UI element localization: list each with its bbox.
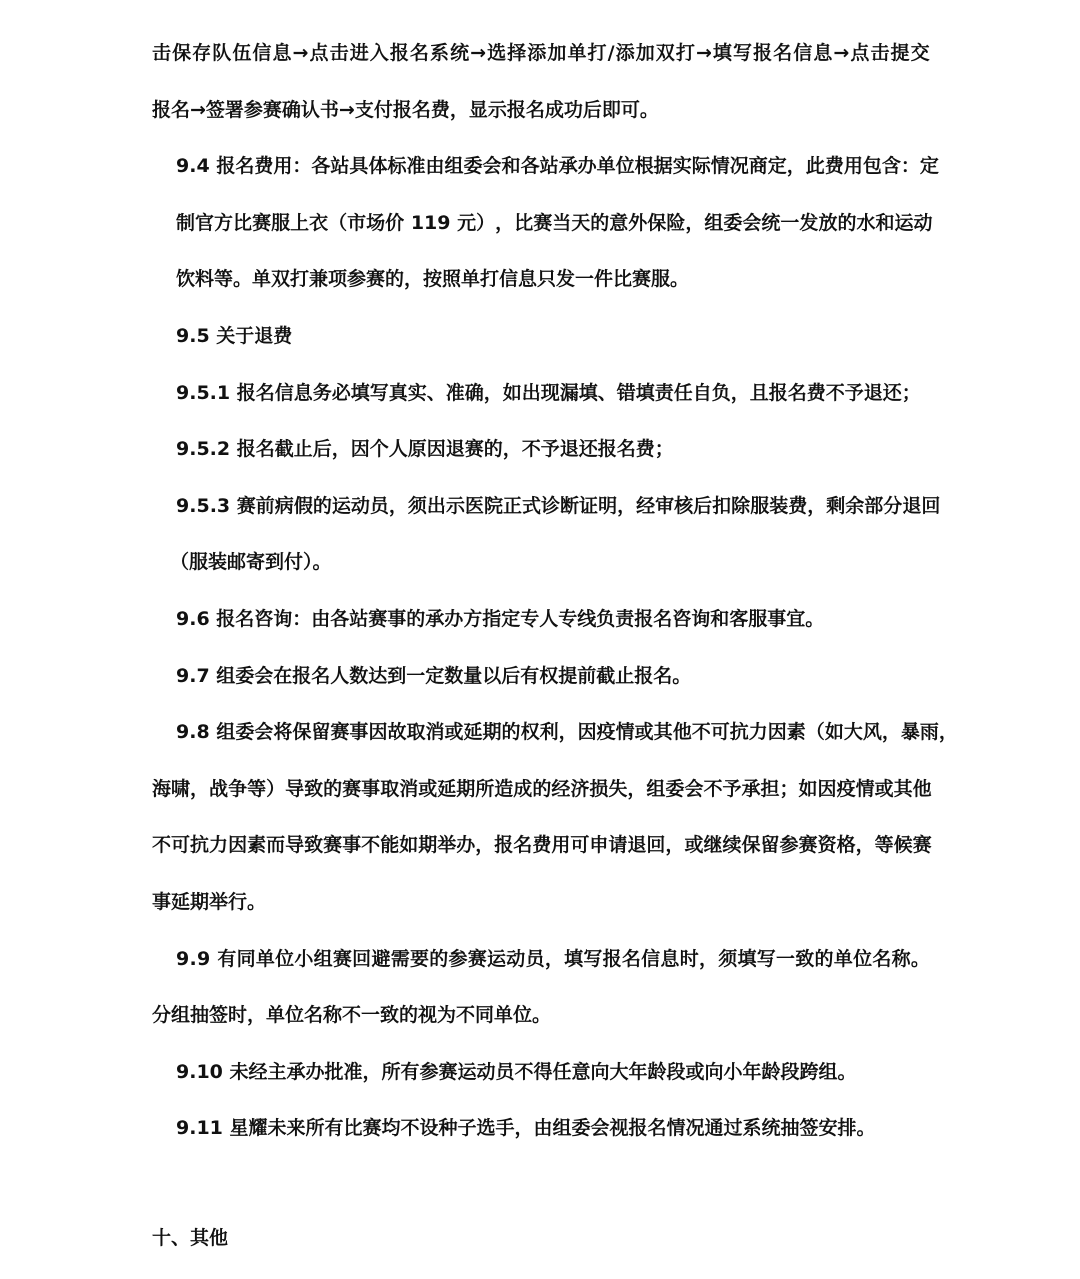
doc-line: 击 保 存 队 伍 信 息 → 点 击 进 入 报 名 系 统 → 选 择 添 加 单 打 / 添 加 双 打 → 填 写 报 名 信 息 → 点 击 提 交 <box>152 42 930 64</box>
doc-line: 9.5.2 报名截止后，因个人原因退赛的，不予退还报名费； <box>176 438 674 461</box>
doc-line: 9.6 报名咨询：由各站赛事的承办方指定专人专线负责报名咨询和客服事宜。 <box>176 607 825 630</box>
doc-line: 9.11 星耀未来所有比赛均不设种子选手，由组委会视报名情况通过系统抽签安排。 <box>176 1117 876 1140</box>
doc-line: 饮料等。单双打兼项参赛的，按照单打信息只发一件比赛服。 <box>176 268 690 291</box>
doc-line: 9.5 关于退费 <box>176 324 293 347</box>
doc-line: 9.10 未经主承办批准，所有参赛运动员不得任意向大年龄段或向小年龄段跨组。 <box>176 1060 857 1083</box>
doc-line: 9 . 8 组 委 会 将 保 留 赛 事 因 故 取 消 或 延 期 的 权 利 ， 因 疫 情 或 其 他 不 可 抗 力 因 素 （ 如 大 风 ， 暴 雨 ， <box>176 721 958 744</box>
doc-line: 海 啸 ， 战 争 等 ） 导 致 的 赛 事 取 消 或 延 期 所 造 成 的 经 济 损 失 ， 组 委 会 不 予 承 担 ； 如 因 疫 情 或 其 他 <box>152 777 932 800</box>
doc-line: 9.5.1 报名信息务必填写真实、准确，如出现漏填、错填责任自负，且报名费不予退还； <box>176 381 921 404</box>
doc-line: 9 . 4 报 名 费 用 ： 各 站 具 体 标 准 由 组 委 会 和 各 站 承 办 单 位 根 据 实 际 情 况 商 定 ， 此 费 用 包 含 ： 定 <box>176 155 939 178</box>
doc-line: 报名→签署参赛确认书→支付报名费，显示报名成功后即可。 <box>152 98 659 121</box>
doc-line: 事延期举行。 <box>152 890 267 913</box>
doc-line: 不 可 抗 力 因 素 而 导 致 赛 事 不 能 如 期 举 办 ， 报 名 费 用 可 申 请 退 回 ， 或 继 续 保 留 参 赛 资 格 ， 等 候 赛 <box>152 834 932 857</box>
doc-line: （服装邮寄到付）。 <box>170 551 332 574</box>
doc-line: 9 . 9 有 同 单 位 小 组 赛 回 避 需 要 的 参 赛 运 动 员 ， 填 写 报 名 信 息 时 ， 须 填 写 一 致 的 单 位 名 称 。 <box>176 947 930 970</box>
section-heading: 十、其他 <box>152 1226 229 1249</box>
doc-line: 制 官 方 比 赛 服 上 衣 （ 市 场 价 1 1 9 元 ） ， 比 赛 当 天 的 意 外 保 险 ， 组 委 会 统 一 发 放 的 水 和 运 动 <box>176 211 933 234</box>
doc-line: 9.7 组委会在报名人数达到一定数量以后有权提前截止报名。 <box>176 664 692 687</box>
doc-line: 9 . 5 . 3 赛 前 病 假 的 运 动 员 ， 须 出 示 医 院 正 式 诊 断 证 明 ， 经 审 核 后 扣 除 服 装 费 ， 剩 余 部 分 退 回 <box>176 494 941 517</box>
doc-line: 分组抽签时，单位名称不一致的视为不同单位。 <box>152 1004 552 1027</box>
